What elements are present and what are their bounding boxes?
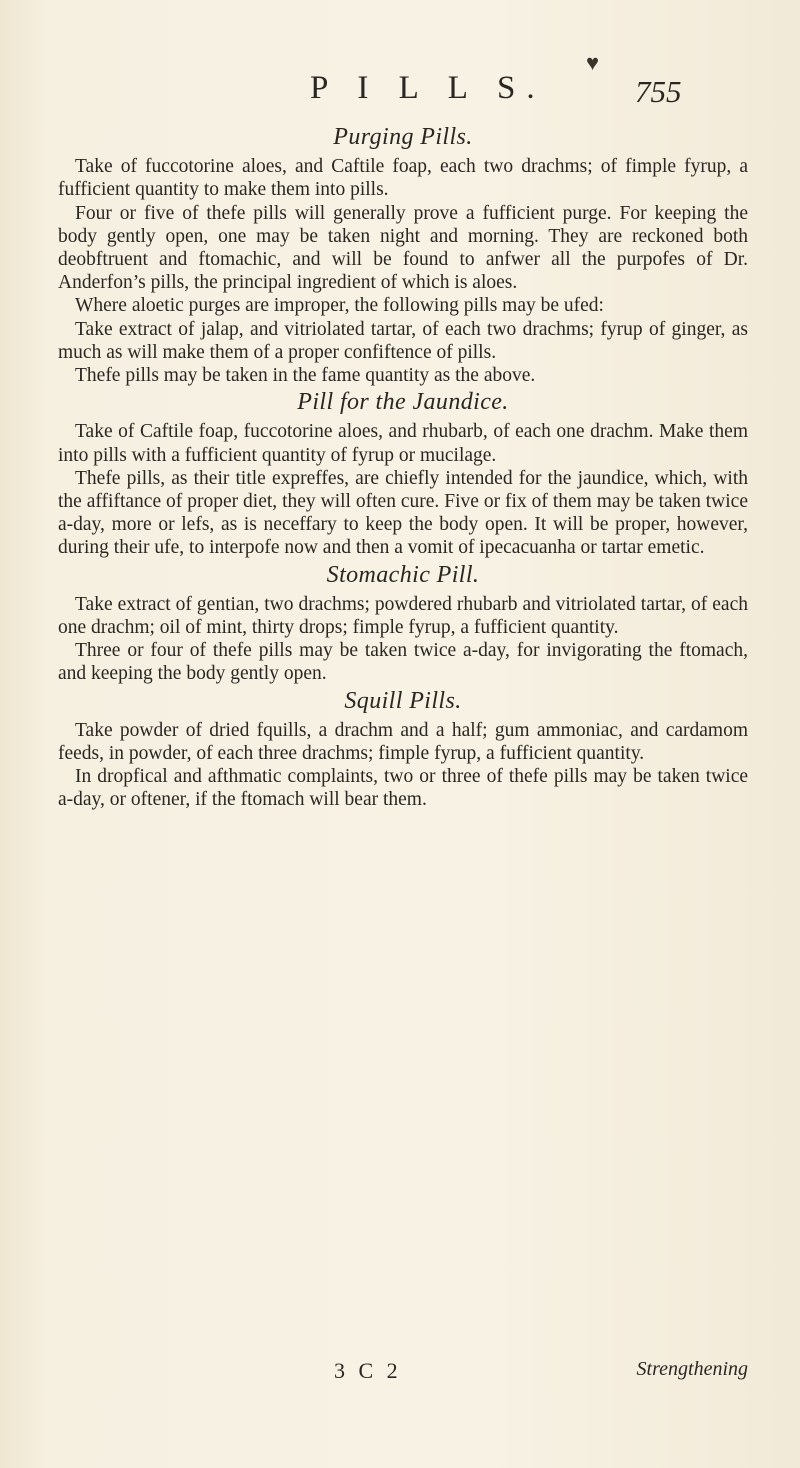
section-title: Pill for the Jaundice. <box>297 389 509 416</box>
paragraph: Four or five of thefe pills will generally prove a fufficient purge. For keeping the body gently open, one may be taken night and morning. They are reckoned both deobftruent and ftomachic, and will be found to anfwer all the purpofes of Dr. Anderfon’s pills, the principal ingredient of which is aloes. <box>58 202 748 294</box>
section-title: Stomachic Pill. <box>326 561 480 588</box>
section-pill-for-jaundice <box>58 391 748 559</box>
paragraph: Take extract of jalap, and vitriolated tartar, of each two drachms; fyrup of ginger, as much as will make them of a proper confiftence of pills. <box>58 318 748 363</box>
paragraph: Three or four of thefe pills may be taken twice a-day, for invigorating the ftomach, and keeping the body gently open. <box>58 640 748 685</box>
paragraph: Take powder of dried fquills, a drachm and a half; gum ammoniac, and cardamom feeds, in powder, of each three drachms; fimple fyrup, a fufficient quantity. <box>58 719 748 765</box>
section-stomachic-pill <box>58 561 748 686</box>
section-purging-pills <box>58 126 748 387</box>
section-squill-pills <box>58 687 748 812</box>
paragraph: Thefe pills, as their title expreffes, are chiefly intended for the jaundice, which, with the affiftance of proper diet, they will often cure. Five or fix of them may be taken twice a-day, more or lefs, as is neceffary to keep the body open. It will be proper, however, during their ufe, to interpofe now and then a vomit of ipecacuanha or tartar emetic. <box>58 467 748 559</box>
paragraph: Take extract of gentian, two drachms; powdered rhubarb and vitriolated tartar, of each one drachm; oil of mint, thirty drops; fimple fyrup, a fufficient quantity. <box>58 593 748 639</box>
section-title: Purging Pills. <box>333 124 473 150</box>
catchword: Strengthening <box>636 1358 748 1380</box>
page-footer <box>58 1358 748 1388</box>
paragraph: Take of Caftile foap, fuccotorine aloes, and rhubarb, of each one drachm. Make them into pills with a fufficient quantity of fyrup or mucilage. <box>58 421 748 466</box>
page-number: 755 <box>635 74 682 109</box>
paragraph: In dropfical and afthmatic complaints, two or three of thefe pills may be taken twice a-day, or oftener, if the ftomach will bear them. <box>58 766 748 811</box>
paragraph: Where aloetic purges are improper, the following pills may be ufed: <box>75 295 604 317</box>
signature-mark: 3 C 2 <box>334 1358 402 1383</box>
ink-mark: ♥ <box>586 50 600 75</box>
section-title: Squill Pills. <box>344 687 462 714</box>
paragraph: Take of fuccotorine aloes, and Caftile foap, each two drachms; of fimple fyrup, a fufficient quantity to make them into pills. <box>58 156 748 201</box>
running-head: P I L L S. <box>310 70 546 106</box>
page-body <box>58 122 748 812</box>
paragraph: Thefe pills may be taken in the fame quantity as the above. <box>75 365 536 387</box>
